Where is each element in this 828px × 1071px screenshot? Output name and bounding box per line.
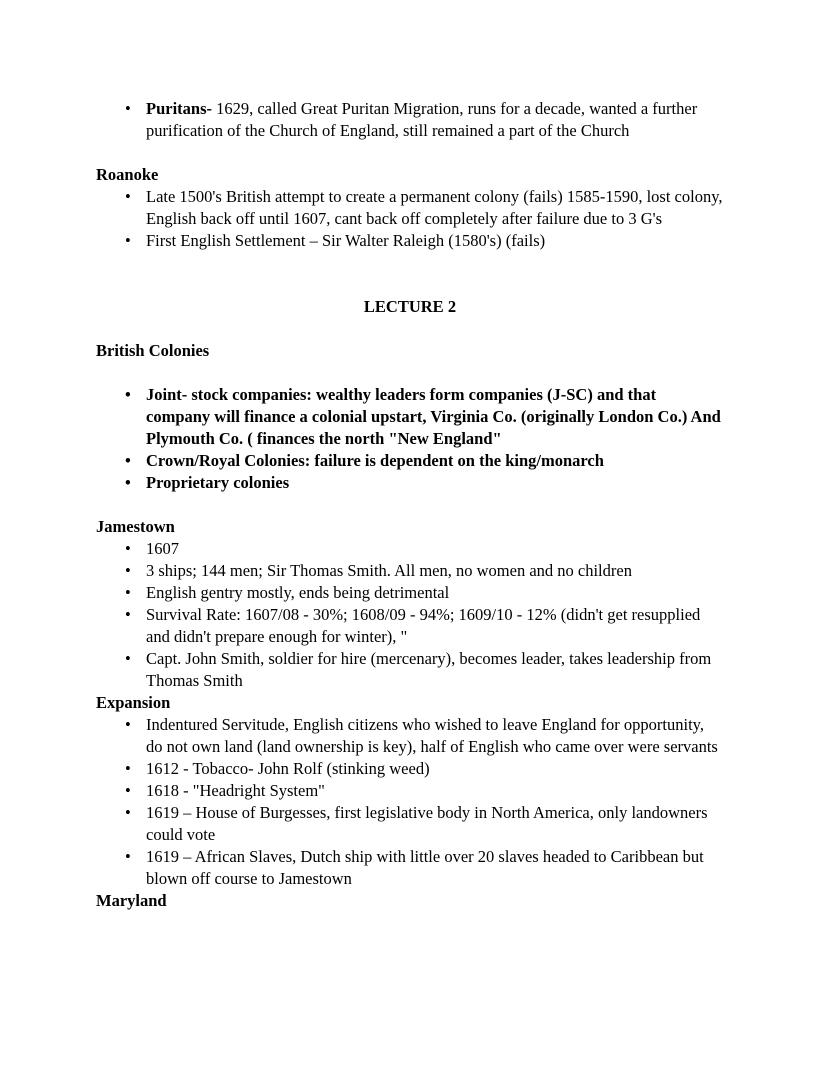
bullet-text: Proprietary colonies <box>146 473 290 492</box>
section-heading-british-colonies: British Colonies <box>96 341 210 360</box>
list-item <box>125 714 724 758</box>
bullet-text: Late 1500's British attempt to create a permanent colony (fails) 1585-1590, lost colony, English back off until 1607, cant back off completely after failure due to 3 G's <box>146 187 723 228</box>
bullet-text: Crown/Royal Colonies: failure is dependent on the king/monarch <box>146 451 604 470</box>
lecture-heading: LECTURE 2 <box>363 297 457 316</box>
list-item <box>125 802 724 846</box>
section-heading-expansion: Expansion <box>96 693 171 712</box>
list-item <box>125 538 724 560</box>
list-item <box>125 846 724 890</box>
section-heading-jamestown: Jamestown <box>96 517 175 536</box>
list-item <box>125 186 724 230</box>
list-item <box>125 648 724 692</box>
bullet-text: 3 ships; 144 men; Sir Thomas Smith. All men, no women and no children <box>146 561 632 580</box>
roanoke-bullet-list <box>96 186 724 252</box>
list-item <box>125 472 724 494</box>
bullet-text: 1619 – African Slaves, Dutch ship with little over 20 slaves headed to Caribbean but blown off course to Jamestown <box>146 847 704 888</box>
list-item <box>125 780 724 802</box>
bullet-text: 1607 <box>146 539 179 558</box>
list-item <box>125 450 724 472</box>
bullet-text: 1629, called Great Puritan Migration, runs for a decade, wanted a further purification of the Church of England, still remained a part of the Church <box>146 99 698 140</box>
list-item <box>125 758 724 780</box>
bullet-text: Indentured Servitude, English citizens who wished to leave England for opportunity, do not own land (land ownership is key), half of English who came over were servants <box>146 715 718 756</box>
bullet-lead-bold: Puritans- <box>146 99 212 118</box>
british-colonies-bullet-list <box>96 384 724 494</box>
puritans-bullet-list <box>96 98 724 142</box>
bullet-text: Joint- stock companies: wealthy leaders form companies (J-SC) and that company will finance a colonial upstart, Virginia Co. (originally London Co.) And Plymouth Co. ( finances the north "New England" <box>146 385 721 448</box>
bullet-text: Capt. John Smith, soldier for hire (mercenary), becomes leader, takes leadership from Thomas Smith <box>146 649 712 690</box>
bullet-text: First English Settlement – Sir Walter Raleigh (1580's) (fails) <box>146 231 546 250</box>
bullet-text: Survival Rate: 1607/08 - 30%; 1608/09 - 94%; 1609/10 - 12% (didn't get resupplied and didn't prepare enough for winter), " <box>146 605 701 646</box>
list-item <box>125 560 724 582</box>
expansion-bullet-list <box>96 714 724 890</box>
list-item <box>125 384 724 450</box>
section-heading-roanoke: Roanoke <box>96 165 159 184</box>
bullet-text: 1619 – House of Burgesses, first legislative body in North America, only landowners could vote <box>146 803 708 844</box>
list-item <box>125 604 724 648</box>
jamestown-bullet-list <box>96 538 724 692</box>
section-heading-maryland: Maryland <box>96 891 167 910</box>
bullet-text: English gentry mostly, ends being detrimental <box>146 583 450 602</box>
list-item <box>125 582 724 604</box>
bullet-text: 1612 - Tobacco- John Rolf (stinking weed) <box>146 759 430 778</box>
list-item <box>125 230 724 252</box>
list-item <box>125 98 724 142</box>
bullet-text: 1618 - "Headright System" <box>146 781 325 800</box>
